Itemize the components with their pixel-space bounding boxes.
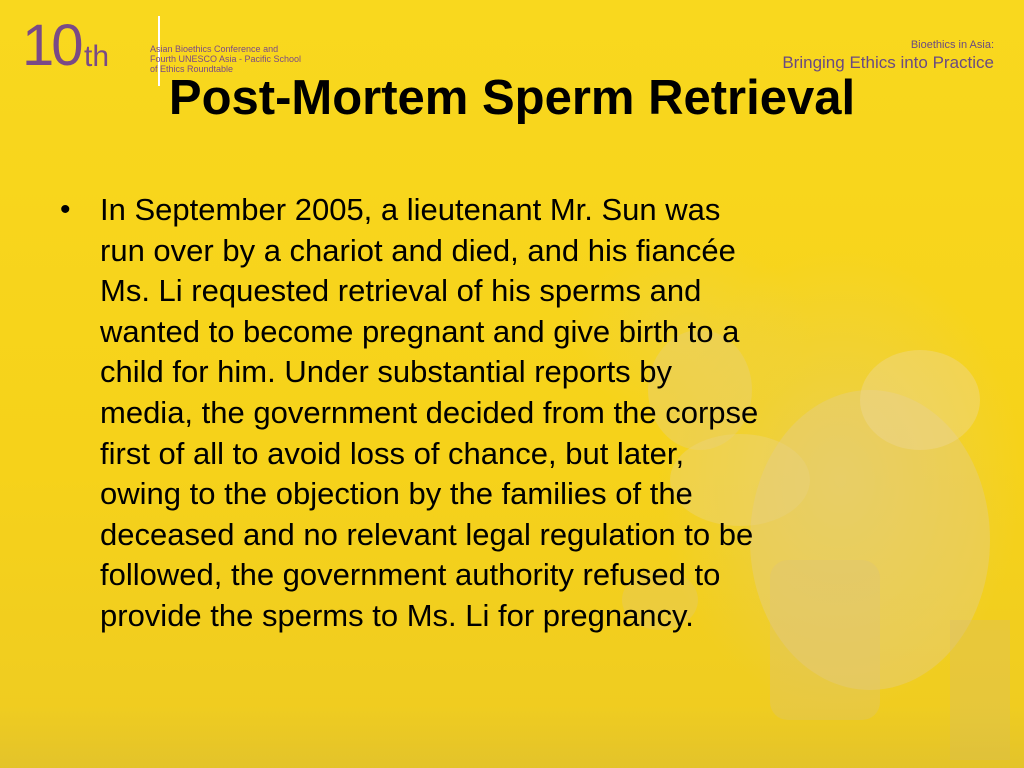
bullet-line: first of all to avoid loss of chance, but later,: [100, 435, 685, 471]
bullet-line: In September 2005, a lieutenant Mr. Sun was: [100, 192, 721, 227]
bullet-line: owing to the objection by the families of the: [100, 476, 693, 512]
bullet-line: wanted to become pregnant and give birth to a: [100, 313, 740, 349]
bullet-line: Ms. Li requested retrieval of his sperms and: [100, 273, 702, 309]
conference-line: of Ethics Roundtable: [150, 64, 234, 74]
bullet-list: [58, 190, 958, 637]
bullet-line: provide the sperms to Ms. Li for pregnancy.: [100, 597, 694, 633]
conference-line: Asian Bioethics Conference and: [150, 44, 279, 54]
bullet-line: media, the government decided from the corpse: [100, 394, 759, 430]
tagline-big: Bringing Ethics into Practice: [782, 53, 994, 72]
conference-line: Fourth UNESCO Asia - Pacific School: [150, 54, 302, 64]
logo-suffix: th: [84, 40, 110, 73]
logo-number: 10: [22, 13, 81, 78]
bullet-line: child for him. Under substantial reports by: [100, 354, 673, 390]
bullet-icon: •: [60, 193, 71, 226]
bottom-band: [0, 706, 1024, 768]
tagline-small: Bioethics in Asia:: [910, 39, 994, 51]
bullet-text: [100, 190, 958, 637]
bullet-line: deceased and no relevant legal regulation to be: [100, 516, 754, 552]
bullet-line: run over by a chariot and died, and his fiancée: [100, 232, 736, 268]
slide-title: Post-Mortem Sperm Retrieval: [168, 71, 856, 125]
bullet-item: [58, 190, 958, 637]
bullet-line: followed, the government authority refused to: [100, 557, 721, 593]
